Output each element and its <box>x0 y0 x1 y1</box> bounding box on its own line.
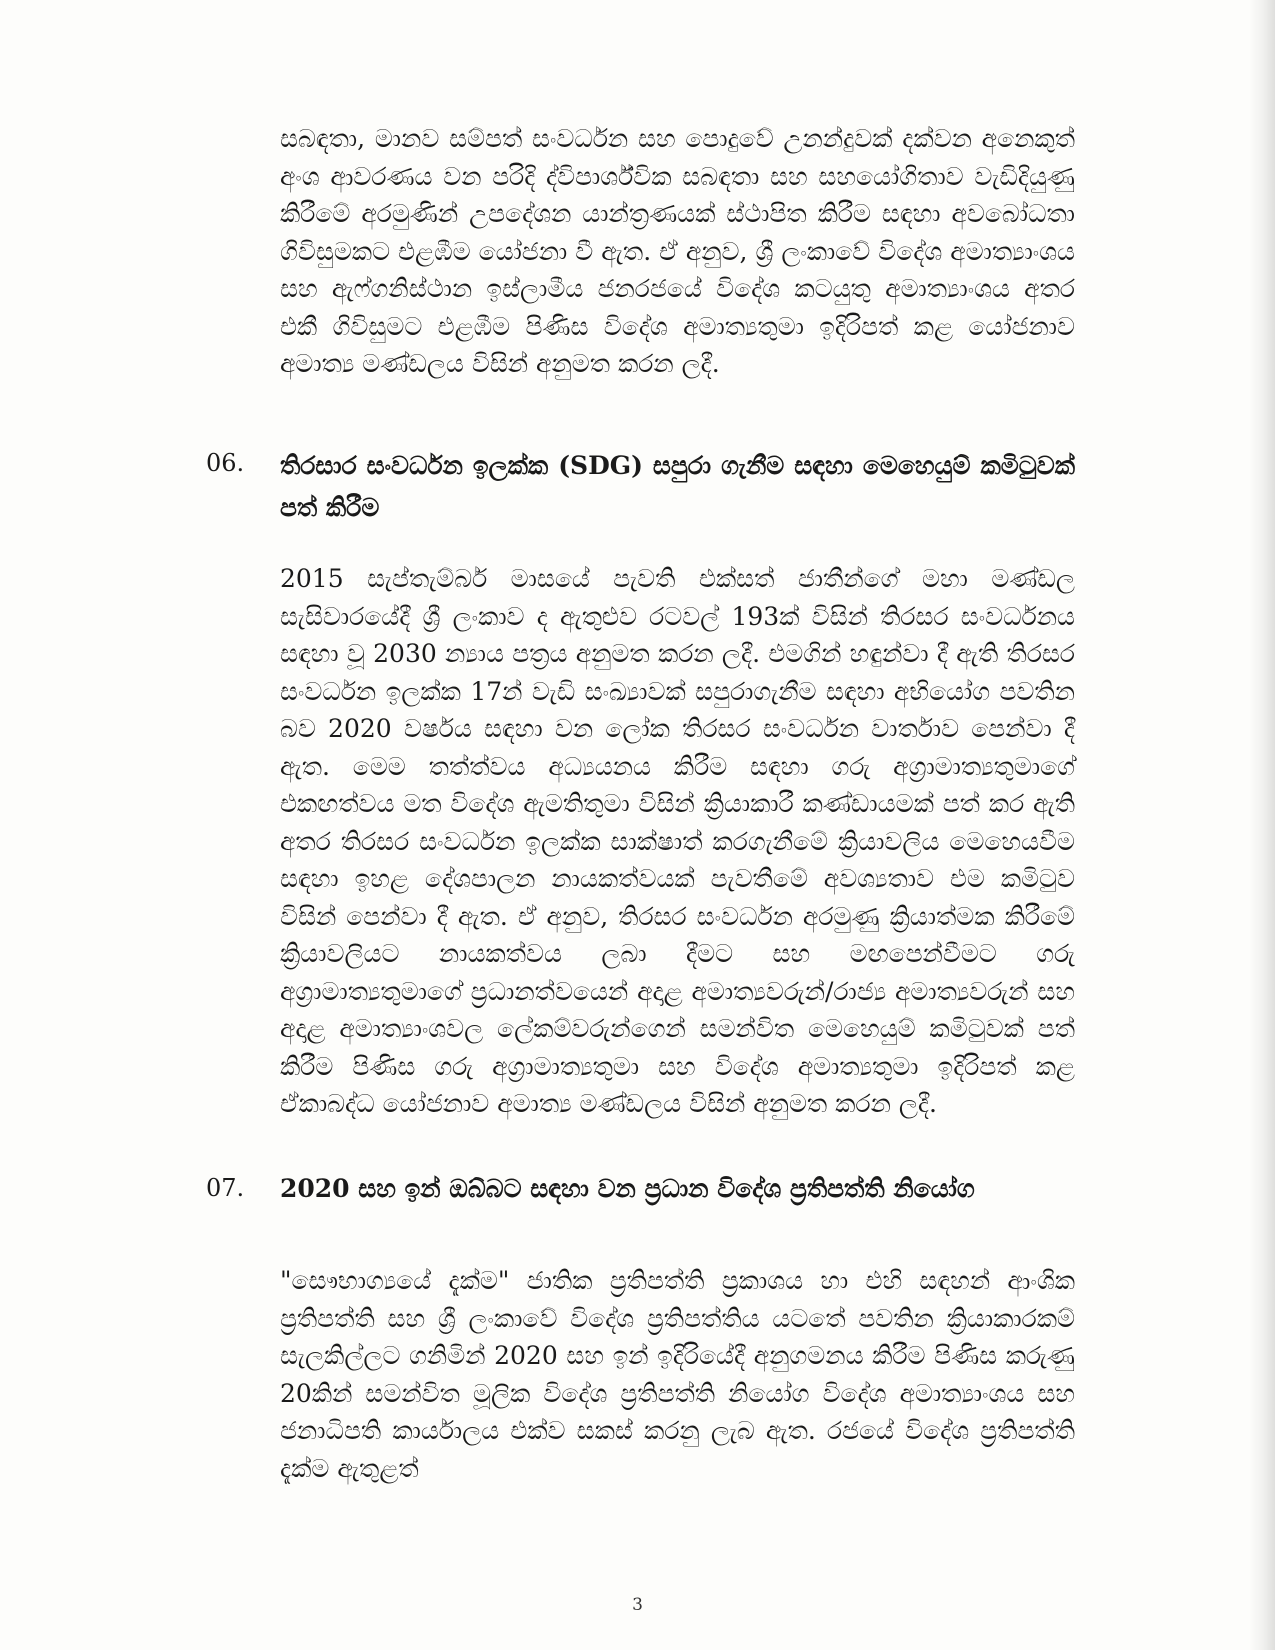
section-6-number: 06. <box>206 449 245 477</box>
section-6-title: තිරසාර සංවර්ධන ඉලක්ක (SDG) සපුරා ගැනීම සඳහා මෙහෙයුම් කමිටුවක් පත් කිරීම <box>280 451 1075 522</box>
intro-paragraph: සබඳතා, මානව සම්පත් සංවර්ධන සහ පොදුවේ උනන්දුවක් දක්වන අනෙකුත් අංශ ආවරණය වන පරිදි ද්විපාර්ශ්වික සබඳතා සහ සහයෝගිතාව වැඩිදියුණු කිරීමේ අරමුණින් උපදේශන යාන්ත්‍රණයක් ස්ථාපිත කිරීම සඳහා අවබෝධතා ගිවිසුමකට එළඹීම යෝජනා වී ඇත. ඒ අනුව, ශ්‍රී ලංකාවේ විදේශ අමාත්‍යාංශය සහ ඇෆ්ගනිස්ථාන ඉස්ලාමීය ජනරජයේ විදේශ කටයුතු අමාත්‍යාංශය අතර එකී ගිවිසුමට එළඹීම පිණිස විදේශ අමාත්‍යතුමා ඉදිරිපත් කළ යෝජනාව අමාත්‍ය මණ්ඩලය විසින් අනුමත කරන ලදී. <box>280 124 1075 378</box>
page-number: 3 <box>632 1595 643 1615</box>
section-7-number: 07. <box>206 1174 245 1202</box>
section-7-title: 2020 සහ ඉන් ඔබ්බට සඳහා වන ප්‍රධාන විදේශ ප්‍රතිපත්ති නියෝග <box>280 1174 975 1203</box>
scan-shadow-edge <box>1249 0 1275 1650</box>
section-6-body: 2015 සැප්තැම්බර් මාසයේ පැවති එක්සත් ජාතීන්ගේ මහා මණ්ඩල සැසිවාරයේදී ශ්‍රී ලංකාව ද ඇතුළුව රටවල් 193ක් විසින් තිරසර සංවර්ධනය සඳහා වූ 2030 න්‍යාය පත්‍රය අනුමත කරන ලදී. එමගින් හඳුන්වා දී ඇති තිරසර සංවර්ධන ඉලක්ක 17න් වැඩි සංඛ්‍යාවක් සපුරාගැනීම සඳහා අභියෝග පවතින බව 2020 වර්ෂය සඳහා වන ලෝක තිරසර සංවර්ධන වාර්තාව පෙන්වා දී ඇත. මෙම තත්ත්වය අධ්‍යයනය කිරීම සඳහා ගරු අග්‍රාමාත්‍යතුමාගේ එකඟත්වය මත විදේශ ඇමතිතුමා විසින් ක්‍රියාකාරී කණ්ඩායමක් පත් කර ඇති අතර තිරසර සංවර්ධන ඉලක්ක සාක්ෂාත් කරගැනීමේ ක්‍රියාවලිය මෙහෙයවීම සඳහා ඉහළ දේශපාලන නායකත්වයක් පැවතීමේ අවශ්‍යතාව එම කමිටුව විසින් පෙන්වා දී ඇත. ඒ අනුව, තිරසර සංවර්ධන අරමුණු ක්‍රියාත්මක කිරීමේ ක්‍රියාවලියට නායකත්වය ලබා දීමට සහ මඟපෙන්වීමට ගරු අග්‍රාමාත්‍යතුමාගේ ප්‍රධානත්වයෙන් අදාළ අමාත්‍යවරුන්/රාජ්‍ය අමාත්‍යවරුන් සහ අදාළ අමාත්‍යාංශවල ලේකම්වරුන්ගෙන් සමන්විත මෙහෙයුම් කමිටුවක් පත් කිරීම පිණිස ගරු අග්‍රාමාත්‍යතුමා සහ විදේශ අමාත්‍යතුමා ඉදිරිපත් කළ ඒකාබද්ධ යෝජනාව අමාත්‍ය මණ්ඩලය විසින් අනුමත කරන ලදී. <box>280 564 1075 1118</box>
section-7-body: "සෞභාග්‍යයේ දැක්ම" ජාතික ප්‍රතිපත්ති ප්‍රකාශය හා එහි සඳහන් ආංශික ප්‍රතිපත්ති සහ ශ්‍රී ලංකාවේ විදේශ ප්‍රතිපත්තිය යටතේ පවතින ක්‍රියාකාරකම් සැලකිල්ලට ගනිමින් 2020 සහ ඉන් ඉදිරියේදී අනුගමනය කිරීම පිණිස කරුණු 20කින් සමන්විත මූලික විදේශ ප්‍රතිපත්ති නියෝග විදේශ අමාත්‍යාංශය සහ ජනාධිපති කාර්යාලය එක්ව සකස් කරනු ලැබ ඇත. රජයේ විදේශ ප්‍රතිපත්ති දැක්ම ඇතුළත් <box>280 1266 1075 1483</box>
